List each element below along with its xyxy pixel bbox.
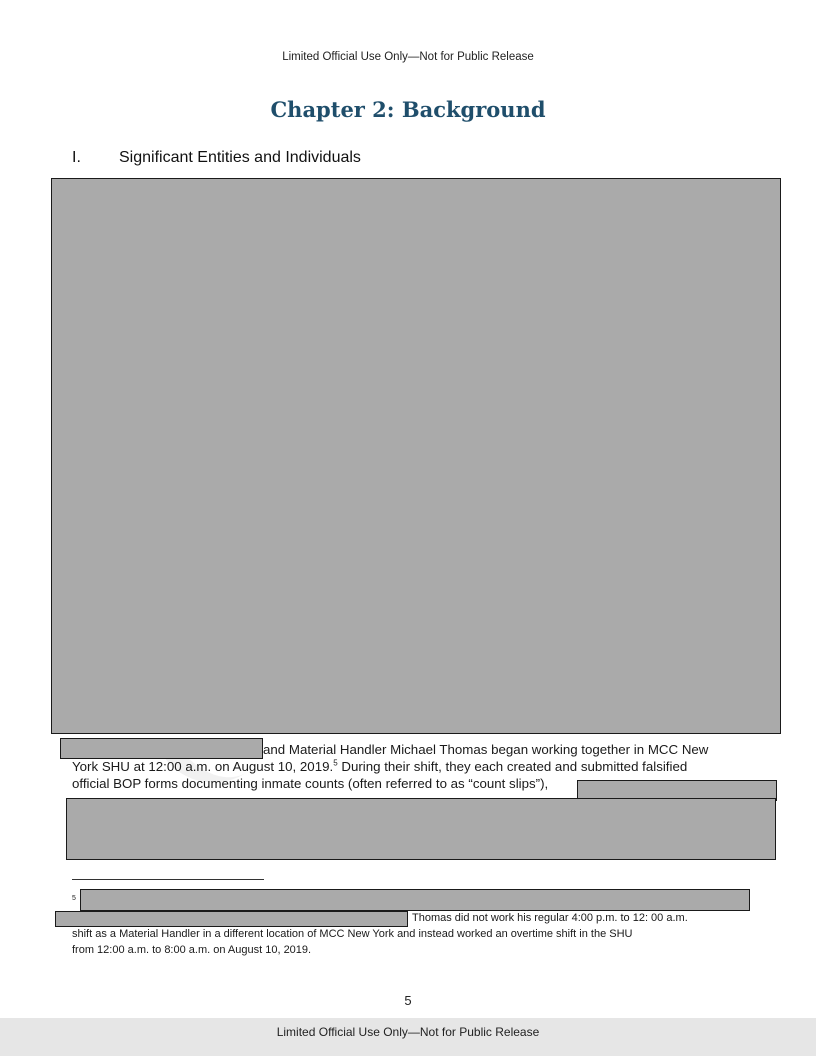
body-paragraph (72, 741, 762, 801)
chapter-title: Chapter 2: Background (270, 97, 546, 122)
footnote-redaction-1 (80, 889, 750, 911)
footnote-reference: 5 (333, 758, 338, 768)
paragraph-line-2-start: York SHU at 12:00 a.m. on August 10, 2019. (72, 759, 334, 774)
page-number: 5 (404, 993, 412, 1008)
paragraph-line-2-end: During their shift, they each created and submitted falsified (337, 759, 688, 774)
footnote-redaction-2 (55, 911, 408, 927)
footnote-line-2: shift as a Material Handler in a different location of MCC New York and instead worked an overtime shift in the SHU (72, 928, 633, 940)
page-header: Limited Official Use Only—Not for Public Release (282, 51, 534, 63)
footer-text: Limited Official Use Only—Not for Public Release (276, 1025, 540, 1039)
section-heading (72, 149, 361, 167)
paragraph-line-3: official BOP forms documenting inmate counts (often referred to as “count slips”), (72, 776, 549, 791)
page-footer (0, 1018, 816, 1056)
redaction-inline-1 (60, 738, 263, 759)
paragraph-line-2 (72, 758, 687, 775)
section-number: I. (72, 149, 81, 166)
redaction-block-large (51, 178, 781, 734)
redaction-block-paragraph (66, 798, 776, 860)
footnote-line-1: Thomas did not work his regular 4:00 p.m. to 12: 00 a.m. (412, 912, 688, 924)
paragraph-line-1: and Material Handler Michael Thomas began working together in MCC New (263, 742, 709, 757)
footnote-mark: 5 (72, 895, 76, 902)
section-title: Significant Entities and Individuals (119, 149, 361, 166)
footnote-line-3: from 12:00 a.m. to 8:00 a.m. on August 10, 2019. (72, 944, 312, 956)
footnote-separator (72, 879, 264, 880)
